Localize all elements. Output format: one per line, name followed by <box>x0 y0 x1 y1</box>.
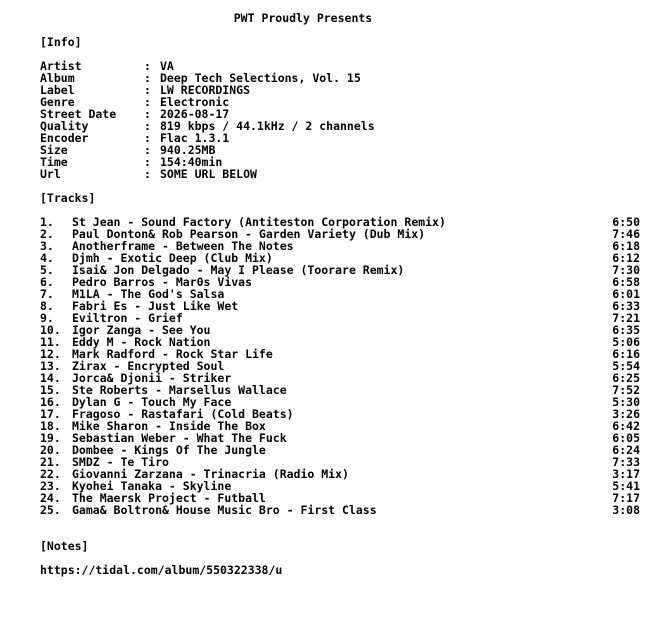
track-title: Ste Roberts - Marsellus Wallace <box>72 383 287 397</box>
track-duration: 6:01 <box>612 287 640 301</box>
info-separator: : <box>144 95 151 109</box>
track-number: 3. <box>40 239 54 253</box>
info-value: SOME URL BELOW <box>160 167 257 181</box>
track-title: M1LA - The God's Salsa <box>72 287 225 301</box>
info-value: Electronic <box>160 95 230 109</box>
track-number: 2. <box>40 227 54 241</box>
track-number: 7. <box>40 287 54 301</box>
track-number: 17. <box>40 407 61 421</box>
track-number: 11. <box>40 335 61 349</box>
track-duration: 7:17 <box>612 491 640 505</box>
track-number: 4. <box>40 251 54 265</box>
info-label: Album <box>40 71 75 85</box>
track-duration: 6:42 <box>612 419 640 433</box>
info-value: 940.25MB <box>160 143 216 157</box>
track-duration: 3:26 <box>612 407 640 421</box>
track-number: 6. <box>40 275 54 289</box>
info-separator: : <box>144 155 151 169</box>
info-value: 819 kbps / 44.1kHz / 2 channels <box>160 119 375 133</box>
track-number: 20. <box>40 443 61 457</box>
info-section-header: [Info] <box>40 35 82 49</box>
track-number: 1. <box>40 215 54 229</box>
info-separator: : <box>144 59 151 73</box>
info-separator: : <box>144 119 151 133</box>
track-title: Sebastian Weber - What The Fuck <box>72 431 287 445</box>
info-separator: : <box>144 107 151 121</box>
track-duration: 3:08 <box>612 503 640 517</box>
notes-url: https://tidal.com/album/550322338/u <box>40 563 283 577</box>
track-title: Kyohei Tanaka - Skyline <box>72 479 232 493</box>
track-number: 14. <box>40 371 61 385</box>
track-duration: 5:06 <box>612 335 640 349</box>
track-duration: 6:33 <box>612 299 640 313</box>
track-number: 18. <box>40 419 61 433</box>
track-number: 15. <box>40 383 61 397</box>
info-label: Time <box>40 155 68 169</box>
track-duration: 6:35 <box>612 323 640 337</box>
track-number: 8. <box>40 299 54 313</box>
info-value: Flac 1.3.1 <box>160 131 230 145</box>
track-number: 13. <box>40 359 61 373</box>
track-number: 9. <box>40 311 54 325</box>
track-title: Dombee - Kings Of The Jungle <box>72 443 266 457</box>
track-number: 24. <box>40 491 61 505</box>
track-duration: 5:41 <box>612 479 640 493</box>
track-duration: 5:30 <box>612 395 640 409</box>
info-label: Street Date <box>40 107 117 121</box>
info-label: Encoder <box>40 131 89 145</box>
track-title: Mark Radford - Rock Star Life <box>72 347 273 361</box>
track-title: SMDZ - Te Tiro <box>72 455 169 469</box>
info-label: Quality <box>40 119 89 133</box>
track-duration: 5:54 <box>612 359 640 373</box>
track-duration: 6:58 <box>612 275 640 289</box>
track-duration: 6:18 <box>612 239 640 253</box>
track-title: Anotherframe - Between The Notes <box>72 239 294 253</box>
track-number: 16. <box>40 395 61 409</box>
notes-section-header: [Notes] <box>40 539 89 553</box>
info-separator: : <box>144 143 151 157</box>
track-title: The Maersk Project - Futball <box>72 491 266 505</box>
track-title: Fragoso - Rastafari (Cold Beats) <box>72 407 294 421</box>
tracks-section-header: [Tracks] <box>40 191 96 205</box>
info-separator: : <box>144 131 151 145</box>
track-title: Zirax - Encrypted Soul <box>72 359 225 373</box>
track-number: 10. <box>40 323 61 337</box>
track-number: 12. <box>40 347 61 361</box>
track-duration: 7:46 <box>612 227 640 241</box>
info-value: 154:40min <box>160 155 223 169</box>
track-duration: 6:24 <box>612 443 640 457</box>
track-number: 22. <box>40 467 61 481</box>
track-title: Paul Donton& Rob Pearson - Garden Variety (Dub Mix) <box>72 227 426 241</box>
track-duration: 6:05 <box>612 431 640 445</box>
track-title: Mike Sharon - Inside The Box <box>72 419 266 433</box>
track-duration: 6:12 <box>612 251 640 265</box>
track-title: Gama& Boltron& House Music Bro - First Class <box>72 503 377 517</box>
info-value: LW RECORDINGS <box>160 83 251 97</box>
track-duration: 6:16 <box>612 347 640 361</box>
track-number: 23. <box>40 479 61 493</box>
track-duration: 7:21 <box>612 311 640 325</box>
info-label: Genre <box>40 95 75 109</box>
track-duration: 3:17 <box>612 467 640 481</box>
info-label: Size <box>40 143 68 157</box>
track-title: Dylan G - Touch My Face <box>72 395 232 409</box>
track-title: Isai& Jon Delgado - May I Please (Toorare Remix) <box>72 263 405 277</box>
info-label: Label <box>40 83 75 97</box>
track-title: Eviltron - Grief <box>72 311 183 325</box>
info-label: Url <box>40 167 61 181</box>
info-value: 2026-08-17 <box>160 107 230 121</box>
info-label: Artist <box>40 59 82 73</box>
track-title: Jorca& Djonii - Striker <box>72 371 232 385</box>
track-title: Pedro Barros - Mar0s Vivas <box>72 275 253 289</box>
info-value: VA <box>160 59 174 73</box>
track-duration: 7:52 <box>612 383 640 397</box>
track-title: Eddy M - Rock Nation <box>72 335 211 349</box>
track-duration: 6:25 <box>612 371 640 385</box>
info-separator: : <box>144 71 151 85</box>
page-title: PWT Proudly Presents <box>233 11 373 25</box>
track-duration: 7:30 <box>612 263 640 277</box>
track-number: 21. <box>40 455 61 469</box>
track-title: Giovanni Zarzana - Trinacria (Radio Mix) <box>72 467 349 481</box>
track-number: 25. <box>40 503 61 517</box>
track-number: 5. <box>40 263 54 277</box>
track-number: 19. <box>40 431 61 445</box>
info-separator: : <box>144 83 151 97</box>
track-title: St Jean - Sound Factory (Antiteston Corporation Remix) <box>72 215 446 229</box>
track-title: Fabri Es - Just Like Wet <box>72 299 239 313</box>
info-value: Deep Tech Selections, Vol. 15 <box>160 71 361 85</box>
info-separator: : <box>144 167 151 181</box>
track-title: Djmh - Exotic Deep (Club Mix) <box>72 251 273 265</box>
track-duration: 7:33 <box>612 455 640 469</box>
track-title: Igor Zanga - See You <box>72 323 211 337</box>
track-duration: 6:50 <box>612 215 640 229</box>
